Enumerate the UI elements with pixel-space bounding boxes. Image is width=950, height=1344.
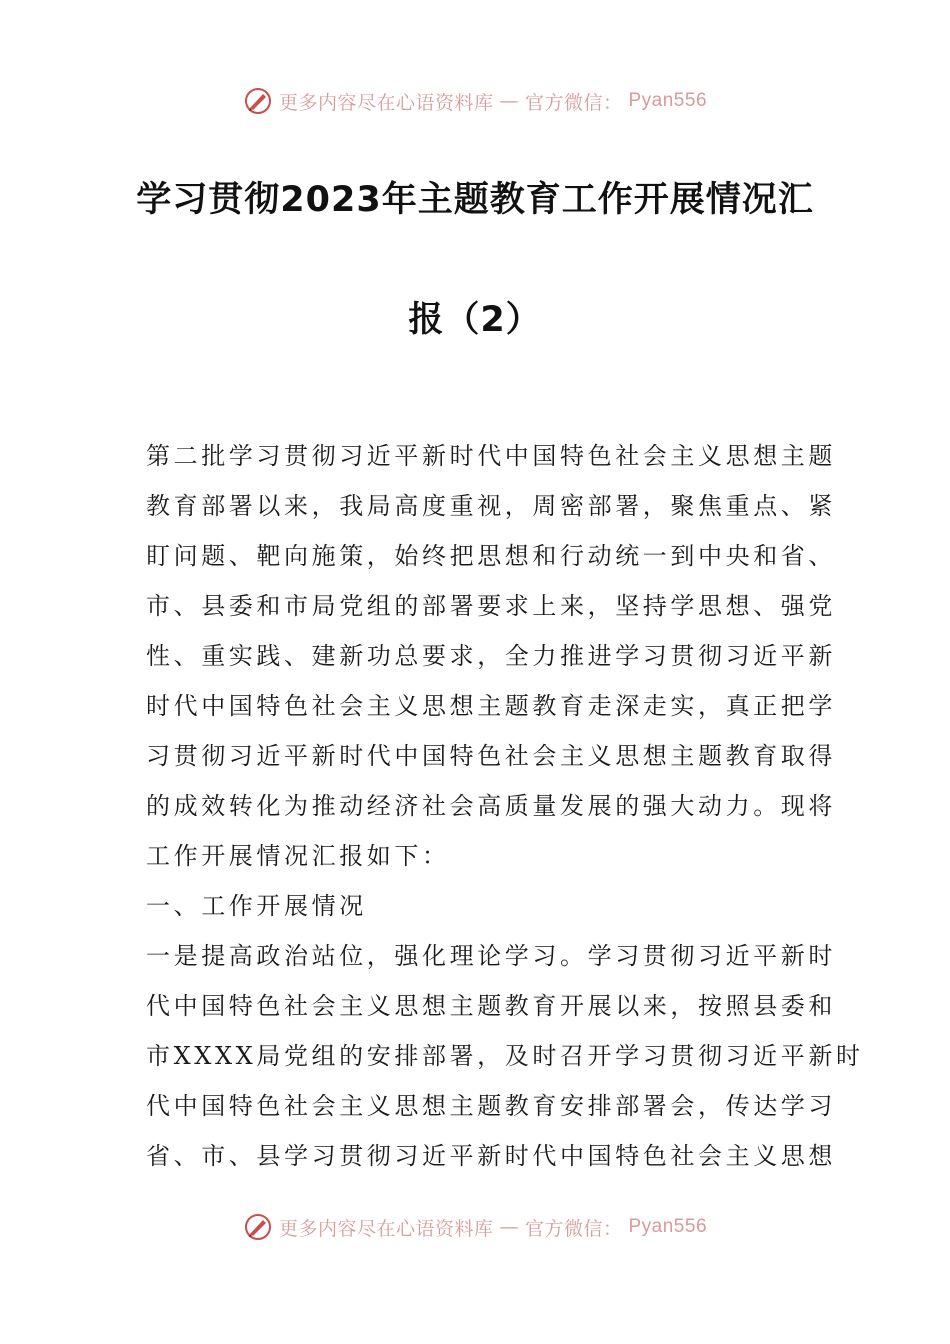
body-line: 市XXXX局党组的安排部署，及时召开学习贯彻习近平新时 bbox=[146, 1042, 864, 1070]
body-line: 市、县委和市局党组的部署要求上来，坚持学思想、强党 bbox=[146, 592, 836, 620]
body-line: 代中国特色社会主义思想主题教育开展以来，按照县委和 bbox=[146, 992, 836, 1020]
body-line: 性、重实践、建新功总要求，全力推进学习贯彻习近平新 bbox=[146, 642, 836, 670]
body-line: 省、市、县学习贯彻习近平新时代中国特色社会主义思想 bbox=[146, 1142, 836, 1170]
document-title-line-2: 报（2） bbox=[408, 300, 542, 340]
pen-logo-icon bbox=[243, 86, 273, 116]
watermark-wechat-id: Pyan556 bbox=[628, 1216, 708, 1237]
watermark-site-text: 更多内容尽在心语资料库 bbox=[278, 1217, 494, 1240]
watermark-dash: — bbox=[499, 90, 519, 112]
pen-logo-icon bbox=[243, 1212, 273, 1242]
section-heading: 一、工作开展情况 bbox=[146, 892, 367, 920]
document-title-line-1: 学习贯彻2023年主题教育工作开展情况汇 bbox=[136, 180, 814, 220]
body-line: 时代中国特色社会主义思想主题教育走深走实，真正把学 bbox=[146, 692, 836, 720]
watermark-site-text: 更多内容尽在心语资料库 bbox=[278, 91, 494, 114]
body-line: 习贯彻习近平新时代中国特色社会主义思想主题教育取得 bbox=[146, 742, 836, 770]
watermark-wechat-id: Pyan556 bbox=[628, 90, 708, 111]
body-line: 盯问题、靶向施策，始终把思想和行动统一到中央和省、 bbox=[146, 542, 836, 570]
document-body bbox=[146, 436, 864, 1186]
header-watermark bbox=[0, 86, 950, 116]
body-line: 的成效转化为推动经济社会高质量发展的强大动力。现将 bbox=[146, 792, 836, 820]
body-line: 教育部署以来，我局高度重视，周密部署，聚焦重点、紧 bbox=[146, 492, 836, 520]
watermark-dash: — bbox=[499, 1216, 519, 1238]
footer-watermark bbox=[0, 1212, 950, 1242]
watermark-official-label: 官方微信： bbox=[524, 91, 623, 114]
body-line: 一是提高政治站位，强化理论学习。学习贯彻习近平新时 bbox=[146, 942, 836, 970]
body-line: 工作开展情况汇报如下： bbox=[146, 842, 450, 870]
watermark-official-label: 官方微信： bbox=[524, 1217, 623, 1240]
body-line: 第二批学习贯彻习近平新时代中国特色社会主义思想主题 bbox=[146, 442, 836, 470]
body-line: 代中国特色社会主义思想主题教育安排部署会，传达学习 bbox=[146, 1092, 836, 1120]
